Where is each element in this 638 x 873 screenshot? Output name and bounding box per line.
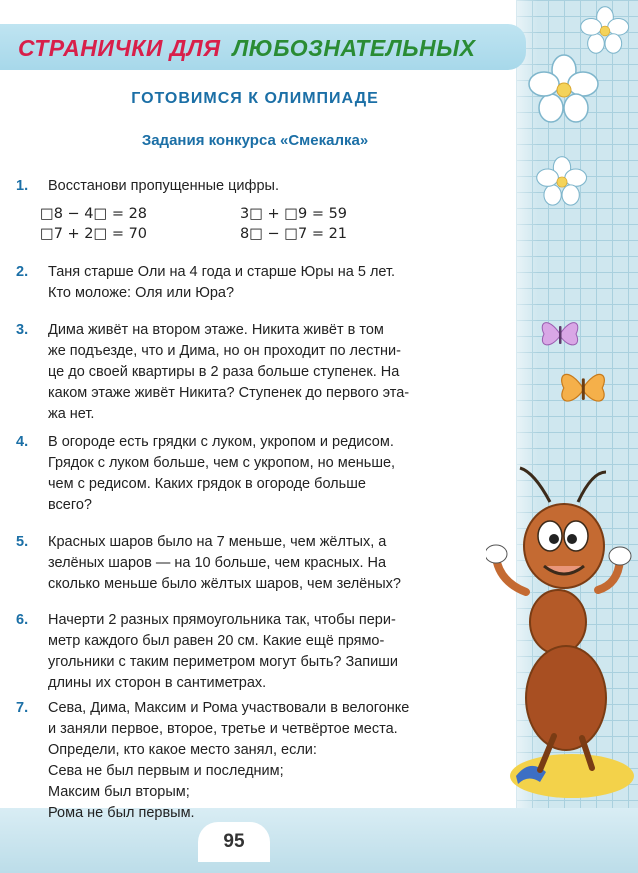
flower-icon xyxy=(528,54,600,126)
page-number: 95 xyxy=(198,822,270,862)
task-line: Красных шаров было на 7 меньше, чем жёлтых, а xyxy=(48,534,387,550)
task-line: Рома не был первым. xyxy=(48,805,195,821)
task-line: метр каждого был равен 20 см. Какие ещё прямо- xyxy=(48,633,385,649)
task-number: 1. xyxy=(16,178,29,194)
task-line: Начерти 2 разных прямоугольника так, чтобы пери- xyxy=(48,612,396,628)
equation: □7 + 2□ = 70 xyxy=(40,226,148,242)
butterfly-icon xyxy=(538,314,582,354)
task-line: Восстанови пропущенные цифры. xyxy=(48,178,279,194)
task-line: Таня старше Оли на 4 года и старше Юры на 5 лет. xyxy=(48,264,396,280)
equation: □8 − 4□ = 28 xyxy=(40,206,148,222)
task-line: Сева не был первым и последним; xyxy=(48,763,284,779)
task-1 xyxy=(16,176,494,197)
task-number: 2. xyxy=(16,264,29,280)
task-line: каком этаже живёт Никита? Ступенек до первого эта- xyxy=(48,385,410,401)
task-line: угольники с таким периметром могут быть? Запиши xyxy=(48,654,398,670)
task-number: 5. xyxy=(16,534,29,550)
task-line: всего? xyxy=(48,497,92,513)
task-line: це до своей квартиры в 2 раза больше ступенек. На xyxy=(48,364,400,380)
task-number: 4. xyxy=(16,434,29,450)
task-line: сколько меньше было жёлтых шаров, чем зелёных? xyxy=(48,576,401,592)
task-line: Максим был вторым; xyxy=(48,784,190,800)
task-7 xyxy=(16,698,494,824)
task-number: 3. xyxy=(16,322,29,338)
task-2 xyxy=(16,262,494,304)
ant-character xyxy=(486,466,636,806)
task-line: Сева, Дима, Максим и Рома участвовали в велогонке xyxy=(48,700,410,716)
task-5 xyxy=(16,532,494,595)
page-subtitle: Задания конкурса «Смекалка» xyxy=(141,132,369,149)
task-line: чем с редисом. Каких грядок в огороде больше xyxy=(48,476,366,492)
task-line: же подъезде, что и Дима, но он проходит по лестни- xyxy=(48,343,401,359)
task-line: зелёных шаров — на 10 больше, чем красных. На xyxy=(48,555,387,571)
task-line: жа нет. xyxy=(48,406,95,422)
equation: 3□ + □9 = 59 xyxy=(240,206,348,222)
task-number: 6. xyxy=(16,612,29,628)
task-6 xyxy=(16,610,494,694)
task-line: Грядок с луком больше, чем с укропом, но меньше, xyxy=(48,455,396,471)
butterfly-icon xyxy=(556,364,610,412)
equation: 8□ − □7 = 21 xyxy=(240,226,348,242)
page-title: ГОТОВИМСЯ К ОЛИМПИАДЕ xyxy=(131,90,379,107)
task-3 xyxy=(16,320,494,425)
task-line: Кто моложе: Оля или Юра? xyxy=(48,285,235,301)
task-line: и заняли первое, второе, третье и четвёртое места. xyxy=(48,721,398,737)
task-line: Дима живёт на втором этаже. Никита живёт в том xyxy=(48,322,384,338)
header-part-1: СТРАНИЧКИ ДЛЯ xyxy=(18,35,221,61)
task-line: Определи, кто какое место занял, если: xyxy=(48,742,317,758)
header-title xyxy=(18,30,476,66)
task-line: В огороде есть грядки с луком, укропом и редисом. xyxy=(48,434,394,450)
task-line: длины их сторон в сантиметрах. xyxy=(48,675,267,691)
flower-icon xyxy=(536,156,588,208)
task-4 xyxy=(16,432,494,516)
task-number: 7. xyxy=(16,700,29,716)
flower-icon xyxy=(580,6,630,56)
header-part-2: ЛЮБОЗНАТЕЛЬНЫХ xyxy=(232,35,476,61)
